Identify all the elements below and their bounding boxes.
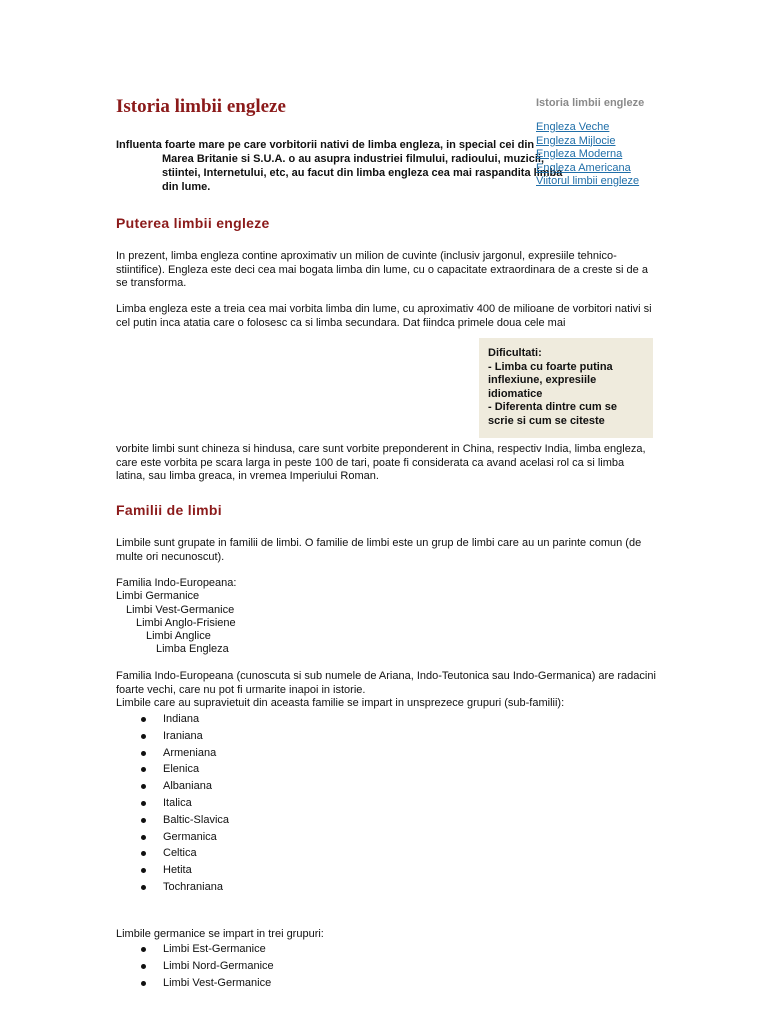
list-item: Iraniana [116,728,229,745]
tree-item: Limbi Anglice [146,630,211,643]
link-viitorul-limbii-engleze[interactable]: Viitorul limbii engleze [536,175,640,187]
page-title: Istoria limbii engleze [116,96,286,117]
sidebar-nav [536,97,686,189]
callout-item: - Diferenta dintre cum se scrie si cum se citeste [488,401,617,427]
list-item: Limbi Nord-Germanice [116,958,274,975]
tree-item: Limba Engleza [156,643,229,656]
sidebar-item [536,162,686,176]
tree-item: Limbi Germanice [116,590,200,603]
callout-item: - Limba cu foarte putina inflexiune, expresiile idiomatice [488,360,613,400]
list-item: Limbi Est-Germanice [116,941,274,958]
list-item: Baltic-Slavica [116,812,229,829]
sidebar-item [536,121,686,135]
paragraph: vorbite limbi sunt chineza si hindusa, care sunt vorbite preponderent in China, respectiv India, limba engleza, care este vorbita pe scara larga in peste 100 de tari, poate fi considerata ca avand acelasi rol ca si limba latina, sau limba greaca, in vremea Imperiului Roman. [116,443,646,482]
subfamily-list [116,711,229,896]
link-engleza-mijlocie[interactable]: Engleza Mijlocie [536,134,616,147]
sidebar-item [536,175,686,189]
list-item: Hetita [116,862,229,879]
tree-item: Limbi Anglo-Frisiene [136,616,236,629]
paragraph: Limbile germanice se impart in trei grupuri: [116,928,324,940]
paragraph: In prezent, limba engleza contine aproximativ un milion de cuvinte (inclusiv jargonul, expresiile tehnico-stiintifice). Engleza este deci cea mai bogata limba din lume, cu o capacitate extraordinara de a creste si de a se transforma. [116,250,648,289]
list-item: Limbi Vest-Germanice [116,975,274,992]
list-item: Italica [116,795,229,812]
link-engleza-americana[interactable]: Engleza Americana [536,161,631,174]
paragraph: Limbile sunt grupate in familii de limbi. O familie de limbi este un grup de limbi care au un parinte comun (de multe ori necunoscut). [116,537,642,563]
link-engleza-veche[interactable]: Engleza Veche [536,121,610,133]
language-tree [116,577,236,657]
paragraph: Limbile care au supravietuit din aceasta familie se impart in unsprezece grupuri (sub-familii): [116,697,565,709]
paragraph: Familia Indo-Europeana (cunoscuta si sub numele de Ariana, Indo-Teutonica sau Indo-Germanica) are radacini foarte vechi, care nu pot fi urmarite inapoi in istorie. [116,670,656,696]
sidebar-links [536,121,686,189]
list-item: Armeniana [116,745,229,762]
link-engleza-moderna[interactable]: Engleza Moderna [536,148,623,160]
sidebar-title: Istoria limbii engleze [536,97,645,109]
sidebar-item [536,148,686,162]
tree-item: Limbi Vest-Germanice [126,603,235,616]
germanic-groups-list [116,941,274,991]
list-item: Celtica [116,845,229,862]
intro-paragraph: Influenta foarte mare pe care vorbitorii nativi de limba engleza, in special cei din Marea Britanie si S.U.A. o au asupra industriei filmului, radioului, muzicii, stiintei, Internetului, etc, au facut din limba engleza cea mai raspandita limba din lume. [116,139,563,193]
list-item: Tochraniana [116,879,229,896]
section-heading-puterea: Puterea limbii engleze [116,215,270,231]
callout-title: Dificultati: [488,347,542,359]
list-item: Germanica [116,829,229,846]
sidebar-item [536,135,686,149]
section-heading-familii: Familii de limbi [116,502,222,518]
list-item: Albaniana [116,778,229,795]
paragraph: Limba engleza este a treia cea mai vorbita limba din lume, cu aproximativ 400 de milioane de vorbitori nativi si cel putin inca atatia care o folosesc ca si limba secundara. Dat fiindca primele doua cele mai [116,303,652,329]
difficulties-callout [479,338,653,438]
list-item: Indiana [116,711,229,728]
list-item: Elenica [116,761,229,778]
tree-item: Familia Indo-Europeana: [116,577,237,589]
